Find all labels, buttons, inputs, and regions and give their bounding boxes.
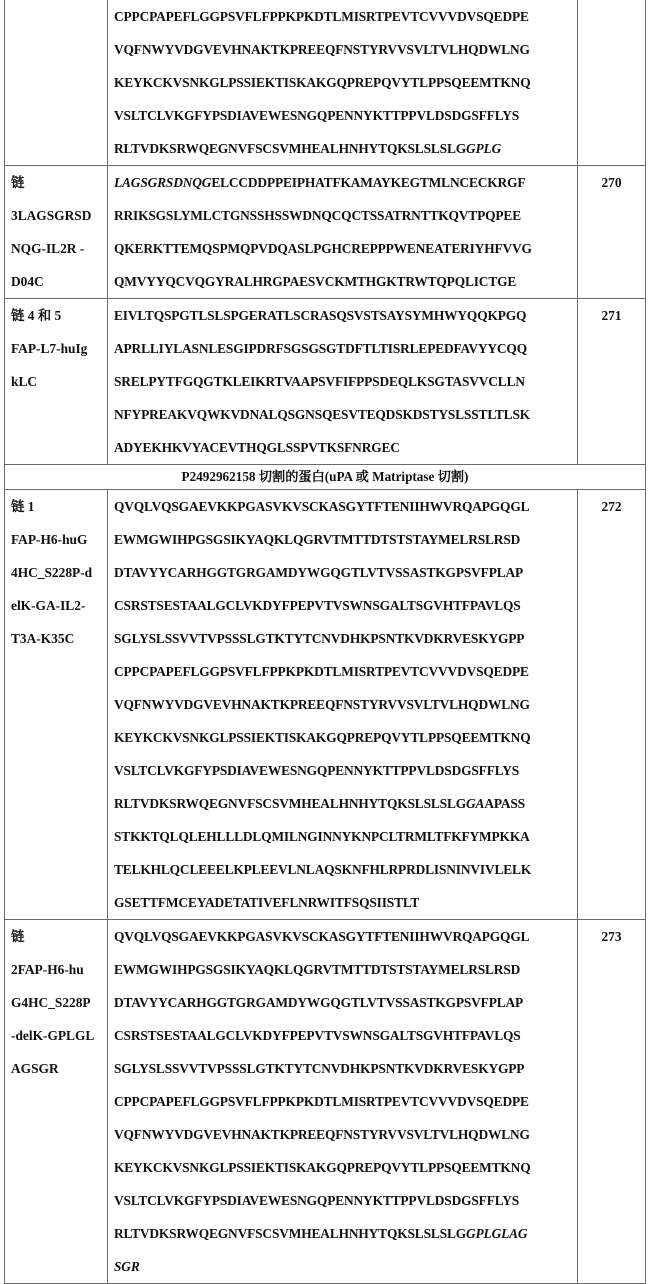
sequence-line: NFYPREAKVQWKVDNALQSGNSQESVTEQDSKDSTYSLSSTLTLSK [114, 407, 531, 422]
sequence-line: VQFNWYVDGVEVHNAKTKPREEQFNSTYRVVSVLTVLHQDWLNG [114, 1127, 530, 1142]
sequence-line: VSLTCLVKGFYPSDIAVEWESNGQPENNYKTTPPVLDSDGSFFLYS [114, 763, 520, 778]
sequence-line: RRIKSGSLYMLCTGNSSHSSWDNQCQCTSSATRNTTKQVTPQPEE [114, 208, 521, 223]
sequence-cell [108, 490, 578, 920]
sequence-line: SGLYSLSSVVTVPSSSLGTKTYTCNVDHKPSNTKVDKRVESKYGPP [114, 1061, 525, 1076]
sequence-line: CSRSTSESTAALGCLVKDYFPEPVTVSWNSGALTSGVHTFPAVLQS [114, 1028, 521, 1043]
sequence-line: CPPCPAPEFLGGPSVFLFPPKPKDTLMISRTPEVTCVVVDVSQEDPE [114, 1094, 529, 1109]
sequence-line: QMVYYQCVQGYRALHRGPAESVCKMTHGKTRWTQPQLICTGE [114, 274, 517, 289]
sequence-line: STKKTQLQLEHLLLDLQMILNGINNYKNPCLTRMLTFKFYMPKKA [114, 829, 530, 844]
sequence-line: EWMGWIHPGSGSIKYAQKLQGRVTMTTDTSTSTAYMELRSLRSD [114, 962, 521, 977]
sequence-line: RLTVDKSRWQEGNVFSCSVMHEALHNHYTQKSLSLSLGGPLGLAG [114, 1226, 528, 1241]
seq-id-cell [578, 0, 646, 166]
sequence-line: KEYKCKVSNKGLPSSIEKTISKAKGQPREPQVYTLPPSQEEMTKNQ [114, 730, 531, 745]
sequence-line: KEYKCKVSNKGLPSSIEKTISKAKGQPREPQVYTLPPSQEEMTKNQ [114, 1160, 531, 1175]
sequence-cell [108, 920, 578, 1284]
sequence-line: TELKHLQCLEEELKPLEEVLNLAQSKNFHLRPRDLISNINVIVLELK [114, 862, 532, 877]
sequence-line: GSETTFMCEYADETATIVEFLNRWITFSQSIISTLT [114, 895, 420, 910]
sequence-line: VQFNWYVDGVEVHNAKTKPREEQFNSTYRVVSVLTVLHQDWLNG [114, 42, 530, 57]
sequence-line: QKERKTTEMQSPMQPVDQASLPGHCREPPPWENEATERIYHFVVG [114, 241, 532, 256]
table-row [5, 166, 646, 299]
sequence-cell [108, 0, 578, 166]
table-row [5, 490, 646, 920]
sequence-line: DTAVYYCARHGGTGRGAMDYWGQGTLVTVSSASTKGPSVFPLAP [114, 565, 524, 580]
sequence-line: ADYEKHKVYACEVTHQGLSSPVTKSFNRGEC [114, 440, 400, 455]
sequence-line: QVQLVQSGAEVKKPGASVKVSCKASGYTFTENIIHWVRQAPGQGL [114, 929, 530, 944]
sequence-line: LAGSGRSDNQGELCCDDPPEIPHATFKAMAYKEGTMLNCECKRGF [114, 175, 526, 190]
seq-id-cell: 272 [578, 490, 646, 920]
sequence-line: VSLTCLVKGFYPSDIAVEWESNGQPENNYKTTPPVLDSDGSFFLYS [114, 1193, 520, 1208]
linker-italic: GPLG [466, 141, 502, 156]
table-row [5, 0, 646, 166]
sequence-cell [108, 166, 578, 299]
seq-id-cell: 273 [578, 920, 646, 1284]
chain-name-cell: 链 1 FAP-H6-huG 4HC_S228P-d elK-GA-IL2- T3A-K35C [5, 490, 108, 920]
sequence-line: DTAVYYCARHGGTGRGAMDYWGQGTLVTVSSASTKGPSVFPLAP [114, 995, 524, 1010]
document-page [4, 0, 645, 1284]
section-title: P2492962158 切割的蛋白(uPA 或 Matriptase 切割) [5, 465, 646, 490]
sequence-cell [108, 299, 578, 465]
sequence-line: CSRSTSESTAALGCLVKDYFPEPVTVSWNSGALTSGVHTFPAVLQS [114, 598, 521, 613]
sequence-line: CPPCPAPEFLGGPSVFLFPPKPKDTLMISRTPEVTCVVVDVSQEDPE [114, 9, 529, 24]
chain-name-cell: 链 3LAGSGRSD NQG-IL2R - D04C [5, 166, 108, 299]
sequence-line: VSLTCLVKGFYPSDIAVEWESNGQPENNYKTTPPVLDSDGSFFLYS [114, 108, 520, 123]
sequence-table [4, 0, 646, 1284]
chain-name-cell: 链 2FAP-H6-hu G4HC_S228P -delK-GPLGL AGSGR [5, 920, 108, 1284]
sequence-line: APRLLIYLASNLESGIPDRFSGSGSGTDFTLTISRLEPEDFAVYYCQQ [114, 341, 527, 356]
table-row [5, 920, 646, 1284]
sequence-line: VQFNWYVDGVEVHNAKTKPREEQFNSTYRVVSVLTVLHQDWLNG [114, 697, 530, 712]
table-row [5, 299, 646, 465]
sequence-line [114, 1250, 577, 1283]
sequence-line: QVQLVQSGAEVKKPGASVKVSCKASGYTFTENIIHWVRQAPGQGL [114, 499, 530, 514]
chain-name-cell [5, 0, 108, 166]
linker-italic: GPLGLAG [466, 1226, 528, 1241]
sequence-line: CPPCPAPEFLGGPSVFLFPPKPKDTLMISRTPEVTCVVVDVSQEDPE [114, 664, 529, 679]
sequence-line: SGLYSLSSVVTVPSSSLGTKTYTCNVDHKPSNTKVDKRVESKYGPP [114, 631, 525, 646]
linker-italic: LAGSGRSDNQG [114, 175, 212, 190]
sequence-line: RLTVDKSRWQEGNVFSCSVMHEALHNHYTQKSLSLSLGGPLG [114, 141, 502, 156]
seq-id-cell: 271 [578, 299, 646, 465]
section-header-row [5, 465, 646, 490]
sequence-line: KEYKCKVSNKGLPSSIEKTISKAKGQPREPQVYTLPPSQEEMTKNQ [114, 75, 531, 90]
sequence-line: EWMGWIHPGSGSIKYAQKLQGRVTMTTDTSTSTAYMELRSLRSD [114, 532, 521, 547]
seq-id-cell: 270 [578, 166, 646, 299]
sequence-line: EIVLTQSPGTLSLSPGERATLSCRASQSVSTSAYSYMHWYQQKPGQ [114, 308, 527, 323]
sequence-line: SRELPYTFGQGTKLEIKRTVAAPSVFIFPPSDEQLKSGTASVVCLLN [114, 374, 525, 389]
sequence-line: RLTVDKSRWQEGNVFSCSVMHEALHNHYTQKSLSLSLGGAAPASS [114, 796, 525, 811]
linker-italic: GA [466, 796, 485, 811]
linker-italic: SGR [114, 1259, 140, 1274]
chain-name-cell: 链 4 和 5 FAP-L7-huIg kLC [5, 299, 108, 465]
